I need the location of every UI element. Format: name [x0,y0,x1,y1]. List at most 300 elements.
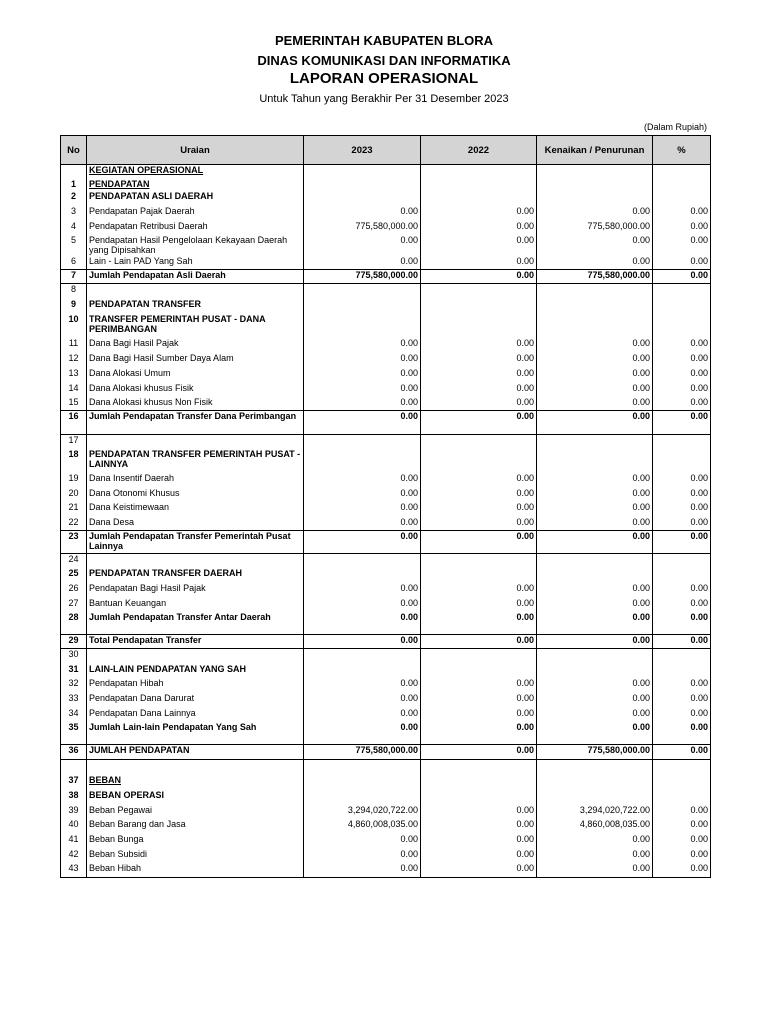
row-number: 41 [61,834,87,849]
table-row [61,635,711,649]
value-2022 [421,449,537,473]
row-number: 18 [61,449,87,473]
value-2023 [304,775,421,790]
value-2023 [304,790,421,805]
value-percent [653,314,711,338]
table-row [61,270,711,284]
value-change: 0.00 [537,583,653,598]
value-2022 [421,299,537,314]
value-change [537,449,653,473]
value-2022: 0.00 [421,338,537,353]
value-percent: 0.00 [653,338,711,353]
value-change [537,435,653,449]
table-row [61,488,711,502]
value-percent: 0.00 [653,863,711,878]
value-percent [653,775,711,790]
value-change: 0.00 [537,612,653,635]
row-label: Beban Subsidi [87,849,304,863]
row-number: 12 [61,353,87,368]
value-2023 [304,760,421,775]
row-label: Bantuan Keuangan [87,598,304,612]
value-percent: 0.00 [653,834,711,849]
value-2023: 0.00 [304,502,421,517]
value-percent: 0.00 [653,270,711,284]
value-2022: 0.00 [421,708,537,722]
row-label: BEBAN OPERASI [87,790,304,805]
row-number: 17 [61,435,87,449]
value-change: 0.00 [537,517,653,531]
row-number [61,165,87,179]
row-number: 21 [61,502,87,517]
table-row [61,235,711,256]
row-number: 3 [61,206,87,221]
table-row [61,353,711,368]
value-2023: 0.00 [304,583,421,598]
row-number: 4 [61,221,87,235]
value-2022: 0.00 [421,583,537,598]
value-2023: 0.00 [304,411,421,435]
value-2023: 0.00 [304,708,421,722]
table-row [61,708,711,722]
value-change: 0.00 [537,397,653,411]
value-2023: 0.00 [304,849,421,863]
row-label [87,435,304,449]
row-number: 28 [61,612,87,635]
value-change: 0.00 [537,849,653,863]
row-number: 27 [61,598,87,612]
value-percent: 0.00 [653,397,711,411]
value-2022: 0.00 [421,834,537,849]
row-number: 33 [61,693,87,708]
value-2023 [304,664,421,678]
value-change [537,664,653,678]
value-2023: 0.00 [304,488,421,502]
row-number: 14 [61,383,87,397]
row-number: 36 [61,745,87,760]
table-row [61,775,711,790]
value-change: 0.00 [537,678,653,693]
table-row [61,221,711,235]
value-2022 [421,435,537,449]
table-row [61,722,711,745]
value-change [537,775,653,790]
value-2022: 0.00 [421,517,537,531]
row-label: KEGIATAN OPERASIONAL [87,165,304,179]
value-percent: 0.00 [653,583,711,598]
row-number: 34 [61,708,87,722]
row-label: Dana Insentif Daerah [87,473,304,488]
row-label: PENDAPATAN TRANSFER PEMERINTAH PUSAT - LAINNYA [87,449,304,473]
row-label: PENDAPATAN TRANSFER DAERAH [87,568,304,583]
value-2022: 0.00 [421,353,537,368]
value-2023 [304,299,421,314]
row-label: Jumlah Pendapatan Asli Daerah [87,270,304,284]
value-percent: 0.00 [653,612,711,635]
row-label: Pendapatan Hasil Pengelolaan Kekayaan Daerah yang Dipisahkan [87,235,304,256]
value-change: 0.00 [537,368,653,383]
value-2023: 0.00 [304,473,421,488]
value-2022 [421,790,537,805]
value-change [537,790,653,805]
table-row [61,568,711,583]
value-2023: 0.00 [304,517,421,531]
table-row [61,598,711,612]
value-2023: 0.00 [304,531,421,554]
value-percent: 0.00 [653,502,711,517]
value-percent: 0.00 [653,353,711,368]
row-label: Jumlah Pendapatan Transfer Antar Daerah [87,612,304,635]
value-change [537,165,653,179]
value-percent: 0.00 [653,368,711,383]
value-change: 0.00 [537,502,653,517]
value-2023 [304,165,421,179]
row-number: 31 [61,664,87,678]
value-2022: 0.00 [421,598,537,612]
value-change [537,554,653,568]
value-2022: 0.00 [421,693,537,708]
value-2022: 0.00 [421,206,537,221]
value-percent: 0.00 [653,517,711,531]
table-row [61,206,711,221]
value-2023: 0.00 [304,863,421,878]
value-2023 [304,314,421,338]
table-row [61,502,711,517]
table-row [61,449,711,473]
table-row [61,397,711,411]
col-description: Uraian [87,136,304,165]
row-number: 37 [61,775,87,790]
value-2022: 0.00 [421,270,537,284]
row-number: 11 [61,338,87,353]
row-number: 23 [61,531,87,554]
value-2023 [304,649,421,664]
table-header-row [61,136,711,165]
value-2022: 0.00 [421,678,537,693]
row-label: Total Pendapatan Transfer [87,635,304,649]
table-row [61,435,711,449]
row-number: 10 [61,314,87,338]
table-row [61,849,711,863]
value-2023 [304,568,421,583]
value-2022 [421,554,537,568]
row-number: 2 [61,191,87,206]
value-2023: 0.00 [304,383,421,397]
value-2022: 0.00 [421,473,537,488]
value-change: 0.00 [537,834,653,849]
table-row [61,790,711,805]
row-number: 26 [61,583,87,598]
row-label [87,284,304,299]
row-number: 42 [61,849,87,863]
row-label: Dana Desa [87,517,304,531]
report-title: LAPORAN OPERASIONAL [289,70,479,87]
row-label [87,554,304,568]
value-2023 [304,435,421,449]
value-2022: 0.00 [421,849,537,863]
row-label: Pendapatan Retribusi Daerah [87,221,304,235]
value-percent: 0.00 [653,488,711,502]
value-percent [653,191,711,206]
value-2023: 0.00 [304,834,421,849]
value-change: 0.00 [537,708,653,722]
table-row [61,531,711,554]
row-number: 5 [61,235,87,256]
table-row [61,256,711,270]
value-2022: 0.00 [421,531,537,554]
table-row [61,664,711,678]
value-2022: 0.00 [421,722,537,745]
table-row [61,760,711,775]
col-2023: 2023 [304,136,421,165]
row-number: 13 [61,368,87,383]
row-label: Jumlah Lain-lain Pendapatan Yang Sah [87,722,304,745]
value-2022 [421,649,537,664]
value-change: 0.00 [537,256,653,270]
value-2023: 775,580,000.00 [304,221,421,235]
value-percent [653,299,711,314]
row-number: 29 [61,635,87,649]
value-change: 0.00 [537,635,653,649]
gov-name: PEMERINTAH KABUPATEN BLORA [274,33,494,48]
row-number: 20 [61,488,87,502]
value-percent [653,435,711,449]
row-number: 9 [61,299,87,314]
row-label [87,760,304,775]
value-2022 [421,664,537,678]
value-2023: 3,294,020,722.00 [304,805,421,819]
value-percent [653,449,711,473]
value-2022 [421,165,537,179]
value-change: 0.00 [537,722,653,745]
table-row [61,299,711,314]
row-label: Dana Bagi Hasil Pajak [87,338,304,353]
value-change: 775,580,000.00 [537,221,653,235]
value-2023 [304,179,421,191]
row-number: 1 [61,179,87,191]
col-2022: 2022 [421,136,537,165]
value-percent: 0.00 [653,473,711,488]
value-change: 775,580,000.00 [537,745,653,760]
value-2023: 0.00 [304,678,421,693]
table-row [61,179,711,191]
row-label: Pendapatan Dana Darurat [87,693,304,708]
table-row [61,314,711,338]
table-row [61,805,711,819]
value-change: 0.00 [537,531,653,554]
table-row [61,819,711,834]
value-change: 0.00 [537,338,653,353]
value-percent: 0.00 [653,256,711,270]
value-percent [653,649,711,664]
row-label: Pendapatan Hibah [87,678,304,693]
value-percent: 0.00 [653,805,711,819]
report-period: Untuk Tahun yang Berakhir Per 31 Desember 2023 [259,93,509,105]
value-change: 775,580,000.00 [537,270,653,284]
value-2022: 0.00 [421,221,537,235]
value-percent: 0.00 [653,531,711,554]
value-percent [653,165,711,179]
value-2022: 0.00 [421,235,537,256]
value-change [537,284,653,299]
row-label [87,649,304,664]
value-change: 0.00 [537,353,653,368]
table-row [61,191,711,206]
row-label: LAIN-LAIN PENDAPATAN YANG SAH [87,664,304,678]
col-no: No [61,136,87,165]
value-2023 [304,191,421,206]
row-number: 43 [61,863,87,878]
value-percent: 0.00 [653,383,711,397]
value-2022: 0.00 [421,635,537,649]
value-change [537,299,653,314]
row-label: Jumlah Pendapatan Transfer Dana Perimbangan [87,411,304,435]
value-change: 0.00 [537,411,653,435]
table-row [61,284,711,299]
row-label: PENDAPATAN [87,179,304,191]
value-2023: 4,860,008,035.00 [304,819,421,834]
table-row [61,473,711,488]
row-label: Dana Otonomi Khusus [87,488,304,502]
value-2022: 0.00 [421,863,537,878]
value-change [537,649,653,664]
row-label: Beban Bunga [87,834,304,849]
row-number [61,760,87,775]
row-label: PENDAPATAN ASLI DAERAH [87,191,304,206]
value-2023 [304,449,421,473]
row-label: Beban Barang dan Jasa [87,819,304,834]
value-change: 0.00 [537,488,653,502]
table-row [61,612,711,635]
value-2023: 0.00 [304,598,421,612]
row-label: Dana Alokasi khusus Fisik [87,383,304,397]
value-percent: 0.00 [653,206,711,221]
value-percent [653,554,711,568]
row-number: 25 [61,568,87,583]
row-label: Lain - Lain PAD Yang Sah [87,256,304,270]
value-change: 0.00 [537,693,653,708]
value-percent [653,284,711,299]
value-2022: 0.00 [421,383,537,397]
value-2023: 775,580,000.00 [304,270,421,284]
row-label: Pendapatan Dana Lainnya [87,708,304,722]
value-change [537,191,653,206]
row-label: Pendapatan Pajak Daerah [87,206,304,221]
table-row [61,649,711,664]
currency-unit: (Dalam Rupiah) [643,122,707,132]
table-row [61,383,711,397]
row-label: Jumlah Pendapatan Transfer Pemerintah Pusat Lainnya [87,531,304,554]
row-number: 16 [61,411,87,435]
col-percent: % [653,136,711,165]
value-2022 [421,179,537,191]
value-2022: 0.00 [421,411,537,435]
row-label: Dana Keistimewaan [87,502,304,517]
value-2023: 0.00 [304,353,421,368]
row-number: 32 [61,678,87,693]
value-2022: 0.00 [421,819,537,834]
value-2022 [421,284,537,299]
value-percent [653,790,711,805]
value-change: 0.00 [537,473,653,488]
table-row [61,411,711,435]
row-number: 39 [61,805,87,819]
row-label: JUMLAH PENDAPATAN [87,745,304,760]
value-percent: 0.00 [653,722,711,745]
value-percent: 0.00 [653,635,711,649]
row-number: 38 [61,790,87,805]
table-row [61,338,711,353]
value-2022: 0.00 [421,488,537,502]
value-percent [653,760,711,775]
row-label: Beban Hibah [87,863,304,878]
value-2023: 0.00 [304,206,421,221]
table-row [61,165,711,179]
value-percent: 0.00 [653,745,711,760]
table-row [61,863,711,878]
row-label: BEBAN [87,775,304,790]
table-row [61,678,711,693]
value-change: 0.00 [537,235,653,256]
value-2022: 0.00 [421,502,537,517]
value-2022 [421,314,537,338]
value-percent: 0.00 [653,708,711,722]
value-percent [653,179,711,191]
value-percent: 0.00 [653,678,711,693]
value-change: 0.00 [537,383,653,397]
value-change: 3,294,020,722.00 [537,805,653,819]
table-row [61,517,711,531]
value-change [537,314,653,338]
value-change [537,179,653,191]
value-2023: 0.00 [304,397,421,411]
value-percent: 0.00 [653,221,711,235]
value-change: 0.00 [537,598,653,612]
value-2023: 0.00 [304,722,421,745]
value-2023: 0.00 [304,235,421,256]
row-number: 24 [61,554,87,568]
value-2022 [421,775,537,790]
value-2023 [304,284,421,299]
value-2023: 0.00 [304,635,421,649]
table-row [61,368,711,383]
value-change [537,568,653,583]
row-label: Dana Alokasi khusus Non Fisik [87,397,304,411]
row-label: Dana Alokasi Umum [87,368,304,383]
row-number: 15 [61,397,87,411]
value-2022: 0.00 [421,612,537,635]
row-label: Dana Bagi Hasil Sumber Daya Alam [87,353,304,368]
value-2023: 775,580,000.00 [304,745,421,760]
value-2023: 0.00 [304,338,421,353]
col-change: Kenaikan / Penurunan [537,136,653,165]
row-label: PENDAPATAN TRANSFER [87,299,304,314]
row-label: TRANSFER PEMERINTAH PUSAT - DANA PERIMBANGAN [87,314,304,338]
row-number: 6 [61,256,87,270]
value-change: 0.00 [537,206,653,221]
value-percent [653,568,711,583]
row-number: 40 [61,819,87,834]
value-2022 [421,191,537,206]
value-2023 [304,554,421,568]
value-percent: 0.00 [653,819,711,834]
value-2023: 0.00 [304,612,421,635]
row-label: Pendapatan Bagi Hasil Pajak [87,583,304,598]
value-2022 [421,760,537,775]
value-2022: 0.00 [421,368,537,383]
row-number: 19 [61,473,87,488]
value-percent [653,664,711,678]
value-change: 0.00 [537,863,653,878]
